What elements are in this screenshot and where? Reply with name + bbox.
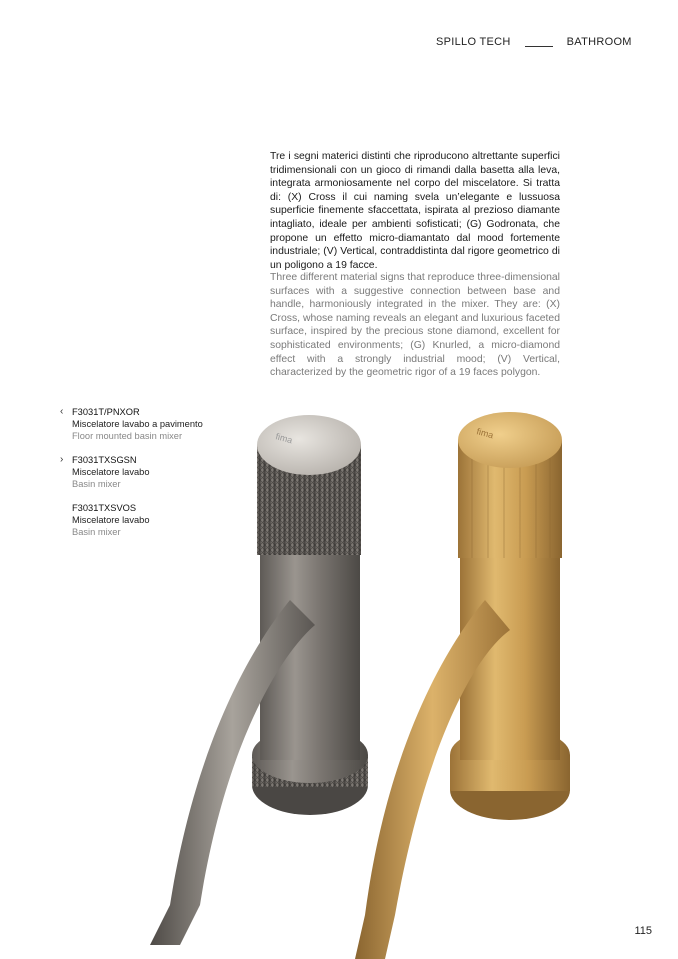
product-name-it: Miscelatore lavabo bbox=[72, 467, 150, 477]
collection-name: SPILLO TECH bbox=[436, 36, 511, 48]
product-name-en: Basin mixer bbox=[72, 479, 121, 489]
description-italian: Tre i segni materici distinti che riproducono altrettante superfici tridimensionali con un gioco di rimandi dalla basetta alla leva, integrata armoniosamente nel corpo del miscelatore. Si tratta di: (X) Cross il cui naming svela un’elegante e lussuosa superficie finemente sfaccettata, ispirata al prezioso diamante intagliato, ideale per ambienti sofisticati; (G) Godronata, che propone un effetto micro-diamantato dal mood fortemente industriale; (V) Vertical, contraddistinta dal rigore geometrico di un poligono a 19 facce. bbox=[270, 151, 560, 271]
product-name-it: Miscelatore lavabo bbox=[72, 515, 150, 525]
brand-logo: fima bbox=[274, 431, 294, 446]
nickel-mixer bbox=[150, 415, 368, 945]
page-number: 115 bbox=[634, 925, 652, 937]
product-name-en: Floor mounted basin mixer bbox=[72, 431, 183, 441]
product-photo bbox=[140, 385, 678, 959]
chevron-right-icon: › bbox=[60, 454, 64, 465]
product-code: F3031TXSGSN bbox=[72, 455, 137, 465]
gold-mixer bbox=[355, 412, 570, 959]
brand-logo: fima bbox=[475, 426, 495, 441]
header-separator bbox=[525, 46, 553, 47]
page-header bbox=[436, 36, 632, 48]
product-code: F3031TXSVOS bbox=[72, 503, 137, 513]
section-name: BATHROOM bbox=[566, 36, 632, 48]
product-code: F3031T/PNXOR bbox=[72, 407, 140, 417]
chevron-left-icon: ‹ bbox=[60, 406, 64, 417]
product-name-en: Basin mixer bbox=[72, 527, 121, 537]
product-name-it: Miscelatore lavabo a pavimento bbox=[72, 419, 203, 429]
description-english: Three different material signs that reproduce three-dimensional surfaces with a suggestive connection between base and handle, harmoniously integrated in the mixer. They are: (X) Cross, whose naming reveals an elegant and luxurious faceted surface, inspired by the precious stone diamond, excellent for sophisticated environments; (G) Knurled, a micro-diamond effect with a strongly industrial mood; (V) Vertical, characterized by the geometric rigor of a 19 faces polygon. bbox=[270, 272, 560, 379]
